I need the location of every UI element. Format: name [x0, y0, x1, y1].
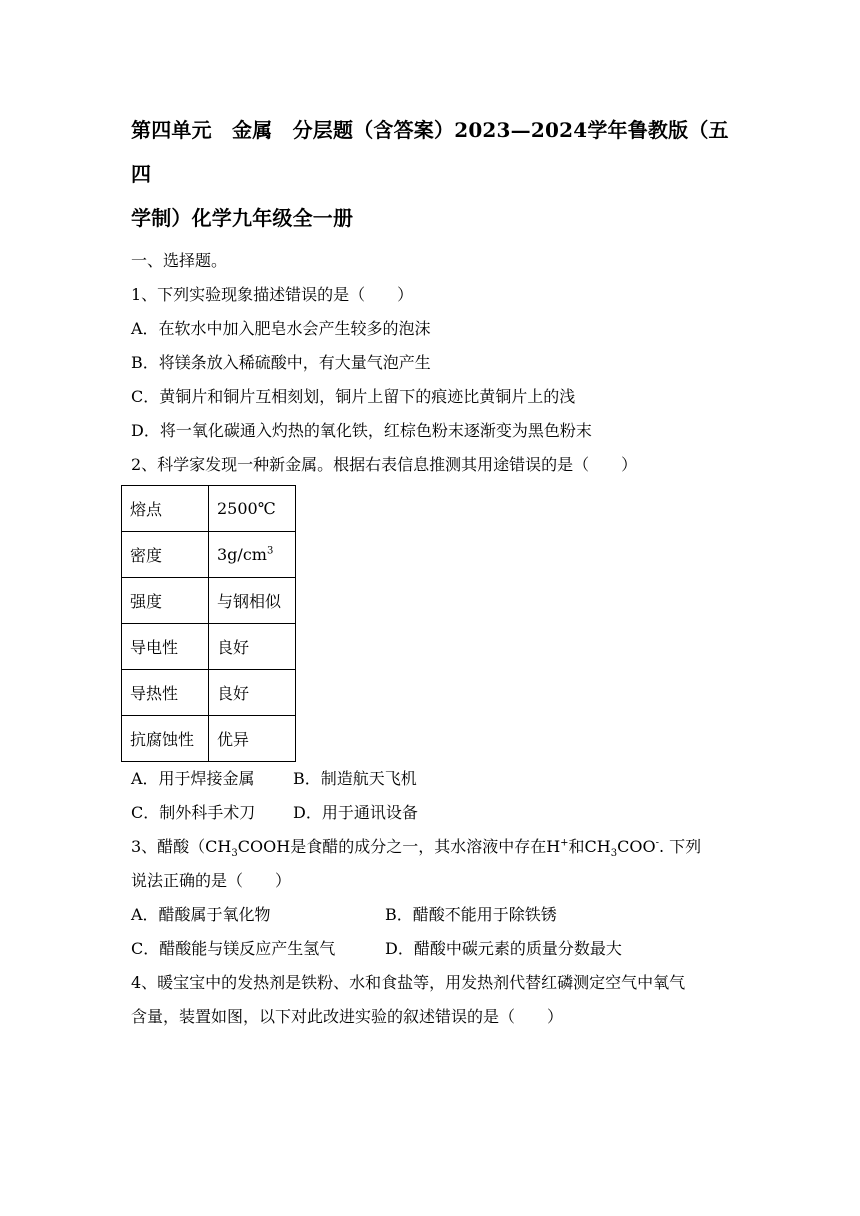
- question-4-stem-line2: 含量，装置如图，以下对此改进实验的叙述错误的是（ ）: [131, 1007, 564, 1026]
- question-1-option-a: A．在软水中加入肥皂水会产生较多的泡沫: [131, 319, 431, 338]
- table-row: [122, 486, 296, 532]
- superscript: -: [655, 837, 659, 849]
- question-1-option-d: D．将一氧化碳通入灼热的氧化铁，红棕色粉末逐渐变为黑色粉末: [131, 421, 592, 440]
- document-title-line2: 学制）化学九年级全一册: [131, 206, 354, 230]
- question-3-option-b: B．醋酸不能用于除铁锈: [385, 905, 557, 924]
- question-2: [131, 448, 741, 830]
- question-3-stem-part: . 下列: [659, 837, 702, 856]
- question-3-stem-part: COOH是食醋的成分之一，其水溶液中存在H: [237, 837, 561, 856]
- question-2-option-b: B．制造航天飞机: [293, 769, 417, 788]
- property-value: 良好: [209, 624, 296, 670]
- property-name: 密度: [122, 532, 209, 578]
- table-row: [122, 716, 296, 762]
- question-2-options-row-1: [131, 762, 741, 796]
- question-2-option-c: C．制外科手术刀: [131, 803, 256, 822]
- table-row: [122, 670, 296, 716]
- question-3-option-d: D．醋酸中碳元素的质量分数最大: [385, 939, 622, 958]
- question-3-option-a: A．醋酸属于氧化物: [131, 905, 271, 924]
- question-3-stem: [131, 830, 741, 864]
- superscript: +: [560, 837, 569, 849]
- question-1-option-b: B．将镁条放入稀硫酸中，有大量气泡产生: [131, 353, 431, 372]
- subscript: 3: [610, 848, 618, 860]
- question-3-stem-line2: 说法正确的是（ ）: [131, 871, 292, 890]
- property-name: 熔点: [122, 486, 209, 532]
- metal-properties-table: [121, 485, 296, 762]
- question-4: [131, 966, 741, 1034]
- question-1-option-c: C．黄铜片和铜片互相刻划，铜片上留下的痕迹比黄铜片上的浅: [131, 387, 576, 406]
- question-1: [131, 278, 741, 448]
- table-row: [122, 624, 296, 670]
- question-3-stem-part: 3、醋酸（CH: [131, 837, 232, 856]
- property-name: 强度: [122, 578, 209, 624]
- density-value: 3g/cm: [217, 545, 267, 564]
- question-3-options-row-2: [131, 932, 741, 966]
- property-name: 导电性: [122, 624, 209, 670]
- question-3: [131, 830, 741, 966]
- question-2-options-row-2: [131, 796, 741, 830]
- question-3-options-row-1: [131, 898, 741, 932]
- property-value: 与钢相似: [209, 578, 296, 624]
- property-value: 2500℃: [209, 486, 296, 532]
- property-value: 优异: [209, 716, 296, 762]
- document-page: [131, 108, 741, 1034]
- property-value: [209, 532, 296, 578]
- table-row: [122, 578, 296, 624]
- table-row: [122, 532, 296, 578]
- subscript: 3: [231, 848, 238, 860]
- question-3-option-c: C．醋酸能与镁反应产生氢气: [131, 939, 336, 958]
- property-value: 良好: [209, 670, 296, 716]
- question-3-stem-part: 和CH: [568, 837, 611, 856]
- document-title-line1: 第四单元 金属 分层题（含答案）2023—2024学年鲁教版（五四: [131, 118, 729, 186]
- question-3-stem-part: COO: [617, 837, 656, 856]
- question-2-option-a: A．用于焊接金属: [131, 769, 255, 788]
- question-4-stem-line1: 4、暖宝宝中的发热剂是铁粉、水和食盐等，用发热剂代替红磷测定空气中氧气: [131, 973, 686, 992]
- question-2-stem: 2、科学家发现一种新金属。根据右表信息推测其用途错误的是（ ）: [131, 455, 638, 474]
- section-heading: 一、选择题。: [131, 251, 228, 270]
- question-2-option-d: D．用于通讯设备: [293, 803, 418, 822]
- property-name: 导热性: [122, 670, 209, 716]
- property-name: 抗腐蚀性: [122, 716, 209, 762]
- question-1-stem: 1、下列实验现象描述错误的是（ ）: [131, 285, 414, 304]
- density-unit-exponent: 3: [266, 545, 274, 557]
